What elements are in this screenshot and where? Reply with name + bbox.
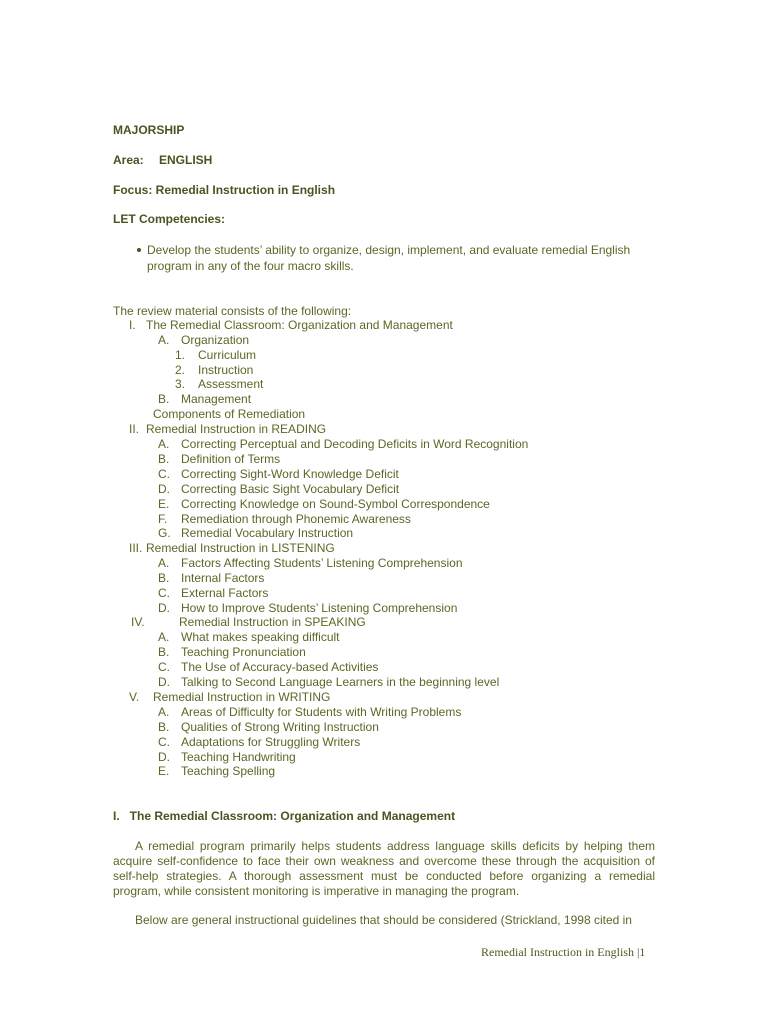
competency-line-2: program in any of the four macro skills. [147, 259, 354, 273]
section-paragraph-2: Below are general instructional guidelines that should be considered (Strickland, 1998 cited in [135, 913, 632, 927]
intro-text: The review material consists of the following: [113, 304, 352, 318]
bullet-icon [137, 248, 141, 252]
majorship-title: MAJORSHIP [113, 123, 185, 137]
document-page: MAJORSHIP Area: ENGLISH Focus: Remedial Instruction in English LET Competencies: Develop the students’ ability to organize, design, implement, and evaluate remedial English program in any of the four macro skills. The review material consists of the following: I. The Remedial Classroom: Organization and Management A. Organization 1. Curriculum 2. Instruction 3. Assessment B. Management Components of Remediation II. Remedial Instruction in READING A. Correcting Perceptual and Decoding Deficits in Word Recognition B. Definition of Terms C. Correcting Sight-Word Knowledge Deficit D. Correcting Basic Sight Vocabulary Deficit E. Correcting Knowledge on Sound-Symbol Correspondence F. Remediation through Phonemic Awareness G. Remedial Vocabulary Instruction III. Remedial Instruction in LISTENING A. Factors Affecting Students’ Listening Comprehension B. Internal Factors C. External Factors D. How to Improve Students’ Listening Comprehension IV. Remedial Instruction in SPEAKING A. What makes speaking difficult B. Teaching Pronunciation C. The Use of Accuracy-based Activities D. Talking to Second Language Learners in the beginning level V. Remedial Instruction in WRITING A. Areas of Difficulty for Students with Writing Problems B. Qualities of Strong Writing Instruction C. Adaptations for Struggling Writers D. Teaching Handwriting E. Teaching Spelling I. The Remedial Classroom: Organization and Management A remedial program primarily helps students address language skills deficits by helping them acquire self-confidence to face their own weakness and overcome these through the acquisition of self-help strategies. A thorough assessment must be conducted before organizing a remedial program, while consistent monitoring is imperative in managing the program. Below are general instructional guidelines that should be considered (Strickland, 1998 cited in Remedial Instruction in English |1 [113, 123, 655, 959]
area-value: ENGLISH [159, 153, 213, 167]
section-paragraph-1 [113, 839, 655, 899]
area-label: Area: [113, 153, 144, 167]
competencies-title: LET Competencies: [113, 212, 226, 226]
section-heading: I. The Remedial Classroom: Organization and Management [113, 809, 456, 823]
focus-line: Focus: Remedial Instruction in English [113, 183, 336, 197]
page-footer: Remedial Instruction in English |1 [481, 945, 646, 959]
paragraph-text: A remedial program primarily helps students address language skills deficits by helping them acquire self-confidence to face their own weakness and overcome these through the acquisition of self-help strategies. A thorough assessment must be conducted before organizing a remedial program, while consistent monitoring is imperative in managing the program. [113, 839, 655, 898]
competency-line-1: Develop the students’ ability to organize, design, implement, and evaluate remedial English [147, 243, 631, 257]
